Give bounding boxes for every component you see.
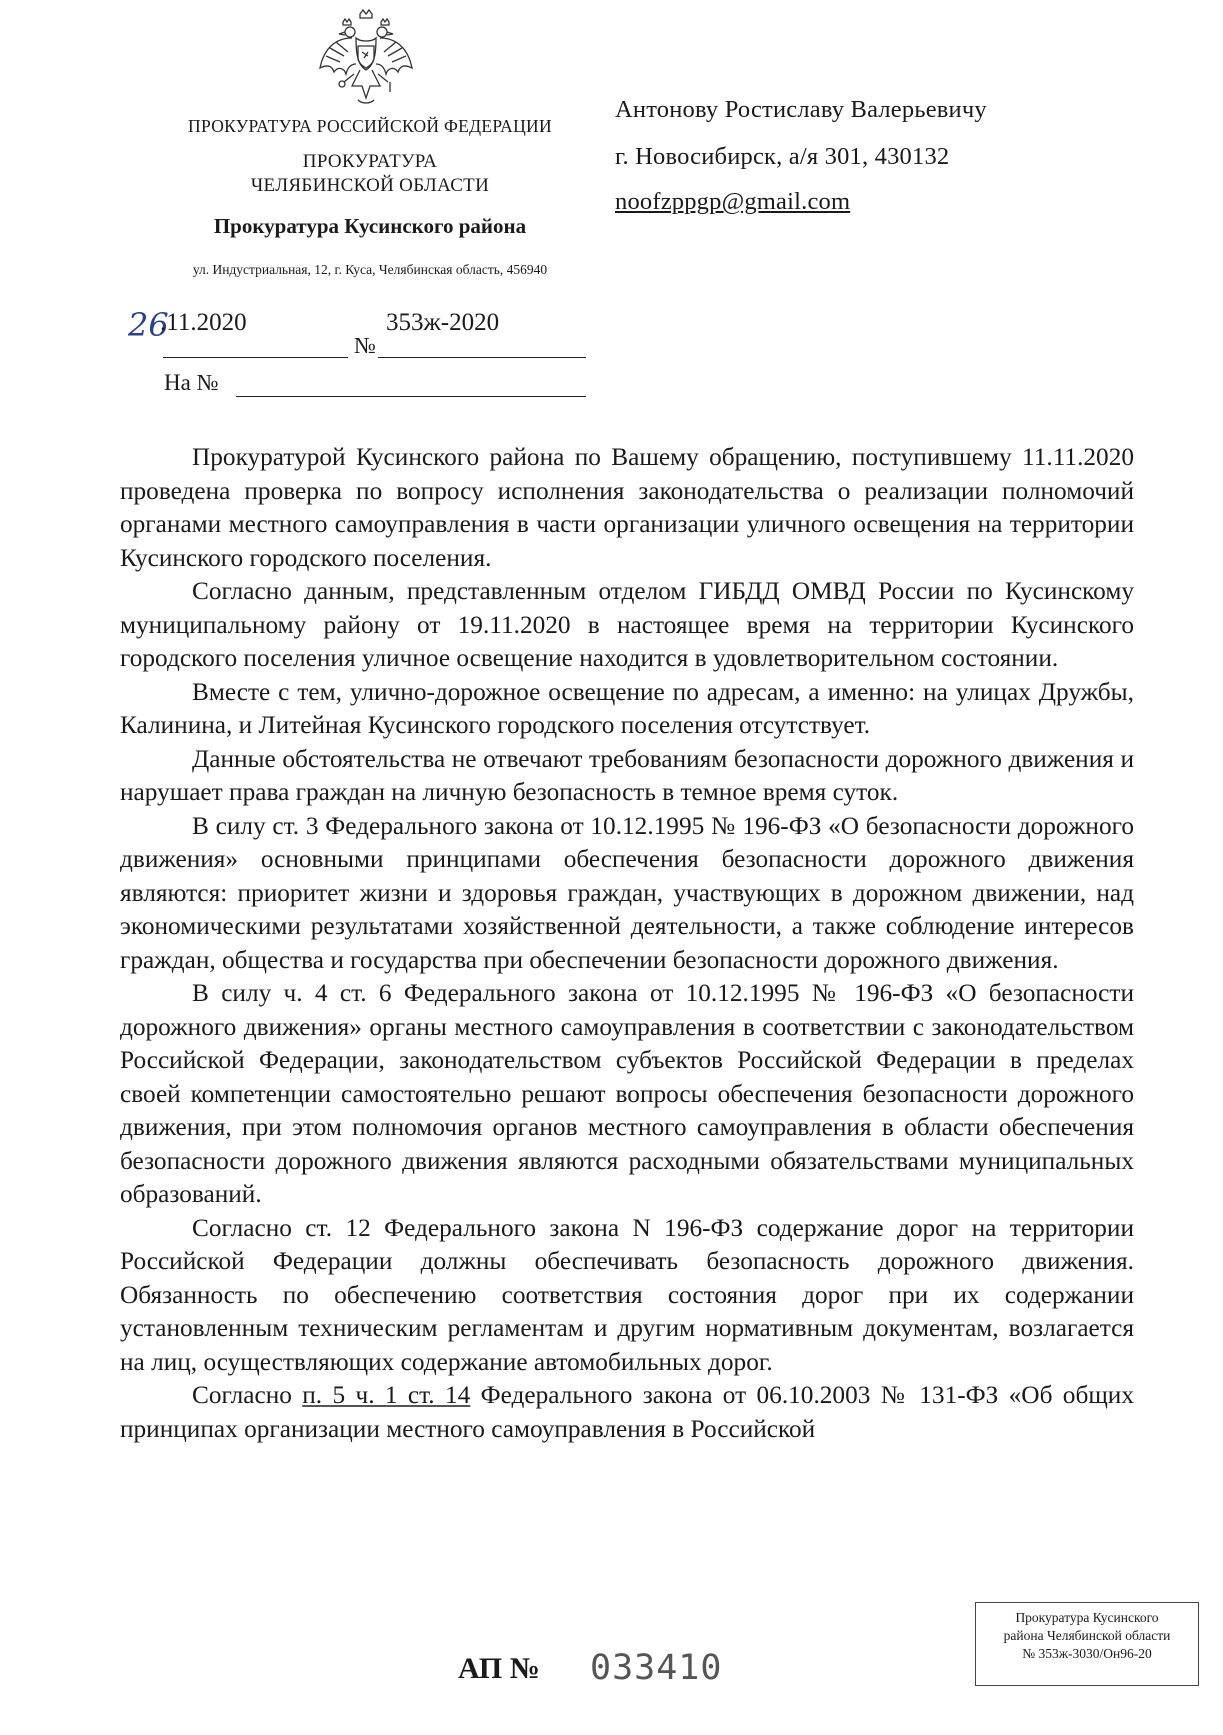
stamp-line: № 353ж-3030/Он96-20 xyxy=(1022,1646,1152,1661)
coat-of-arms-emblem-icon xyxy=(316,8,416,112)
handwritten-date-day: 26 xyxy=(128,306,169,344)
recipient-email[interactable]: noofzppgp@gmail.com xyxy=(615,188,851,215)
number-sign: № xyxy=(354,333,376,358)
recipient-name: Антонову Ростиславу Валерьевичу xyxy=(615,96,987,123)
org-district: Прокуратура Кусинского района xyxy=(213,214,527,238)
letter-body xyxy=(120,441,1134,1446)
number-underline xyxy=(378,357,586,358)
date-underline xyxy=(163,357,348,358)
paragraph-text: Согласно xyxy=(192,1381,303,1409)
recipient-address: г. Новосибирск, а/я 301, 430132 xyxy=(615,143,950,170)
org-regional-line-1: ПРОКУРАТУРА xyxy=(302,151,438,172)
paragraph: Согласно данным, представленным отделом ГИБДД ОМВД России по Кусинскому муниципальному району от 19.11.2020 в настоящее время на территории Кусинского городского поселения уличное освещение находится в удовлетворительном состоянии. xyxy=(120,577,1134,672)
paragraph xyxy=(120,1379,1134,1446)
registration-number: 353ж-2020 xyxy=(386,309,500,336)
paragraph: Согласно ст. 12 Федерального закона N 196-ФЗ содержание дорог на территории Российской Федерации должны обеспечивать безопасность дорожного движения. Обязанность по обеспечению соответствия состояния дорог при их содержании установленным техническим регламентам и другим нормативным документам, возлагается на лиц, осуществляющих содержание автомобильных дорог. xyxy=(120,1213,1134,1376)
paragraph-text: Федерального закона от 06.10.2003 № 131-ФЗ «Об общих принципах организации местного самоуправления в Российской xyxy=(120,1381,1134,1443)
law-reference-link[interactable]: п. 5 ч. 1 ст. 14 xyxy=(302,1381,471,1409)
org-address: ул. Индустриальная, 12, г. Куса, Челябинская область, 456940 xyxy=(192,262,548,277)
stamp-line: района Челябинской области xyxy=(1003,1628,1171,1643)
registration-stamp xyxy=(975,1602,1199,1686)
reference-label: На № xyxy=(164,370,219,395)
paragraph: В силу ст. 3 Федерального закона от 10.12.1995 № 196-ФЗ «О безопасности дорожного движения» основными принципами обеспечения безопасности дорожного движения являются: приоритет жизни и здоровья граждан, участвующих в дорожном движении, над экономическими результатами хозяйственной деятельности, а также соблюдение интересов граждан, общества и государства при обеспечении безопасности дорожного движения. xyxy=(120,811,1134,974)
paragraph: В силу ч. 4 ст. 6 Федерального закона от 10.12.1995 № 196-ФЗ «О безопасности дорожного движения» органы местного самоуправления в соответствии с законодательством Российской Федерации, законодательством субъектов Российской Федерации в пределах своей компетенции самостоятельно решают вопросы обеспечения безопасности дорожного движения, при этом полномочия органов местного самоуправления в области обеспечения безопасности дорожного движения являются расходными обязательствами муниципальных образований. xyxy=(120,979,1134,1208)
org-federal: ПРОКУРАТУРА РОССИЙСКОЙ ФЕДЕРАЦИИ xyxy=(188,116,552,136)
reference-underline xyxy=(236,396,586,397)
ap-serial-number: 033410 xyxy=(590,1648,723,1688)
paragraph: Прокуратурой Кусинского района по Вашему обращению, поступившему 11.11.2020 проведена проверка по вопросу исполнения законодательства о реализации полномочий органами местного самоуправления в части организации уличного освещения на территории Кусинского городского поселения. xyxy=(120,443,1134,572)
org-regional xyxy=(180,150,560,198)
stamp-line: Прокуратура Кусинского xyxy=(1015,1610,1159,1625)
paragraph: Вместе с тем, улично-дорожное освещение по адресам, а именно: на улицах Дружбы, Калинина, и Литейная Кусинского городского поселения отсутствует. xyxy=(120,677,1134,739)
date-printed: .11.2020 xyxy=(160,309,247,336)
org-regional-line-2: ЧЕЛЯБИНСКОЙ ОБЛАСТИ xyxy=(250,175,490,196)
ap-label: АП № xyxy=(458,1652,540,1685)
paragraph: Данные обстоятельства не отвечают требованиям безопасности дорожного движения и нарушает права граждан на личную безопасность в темное время суток. xyxy=(120,744,1134,806)
